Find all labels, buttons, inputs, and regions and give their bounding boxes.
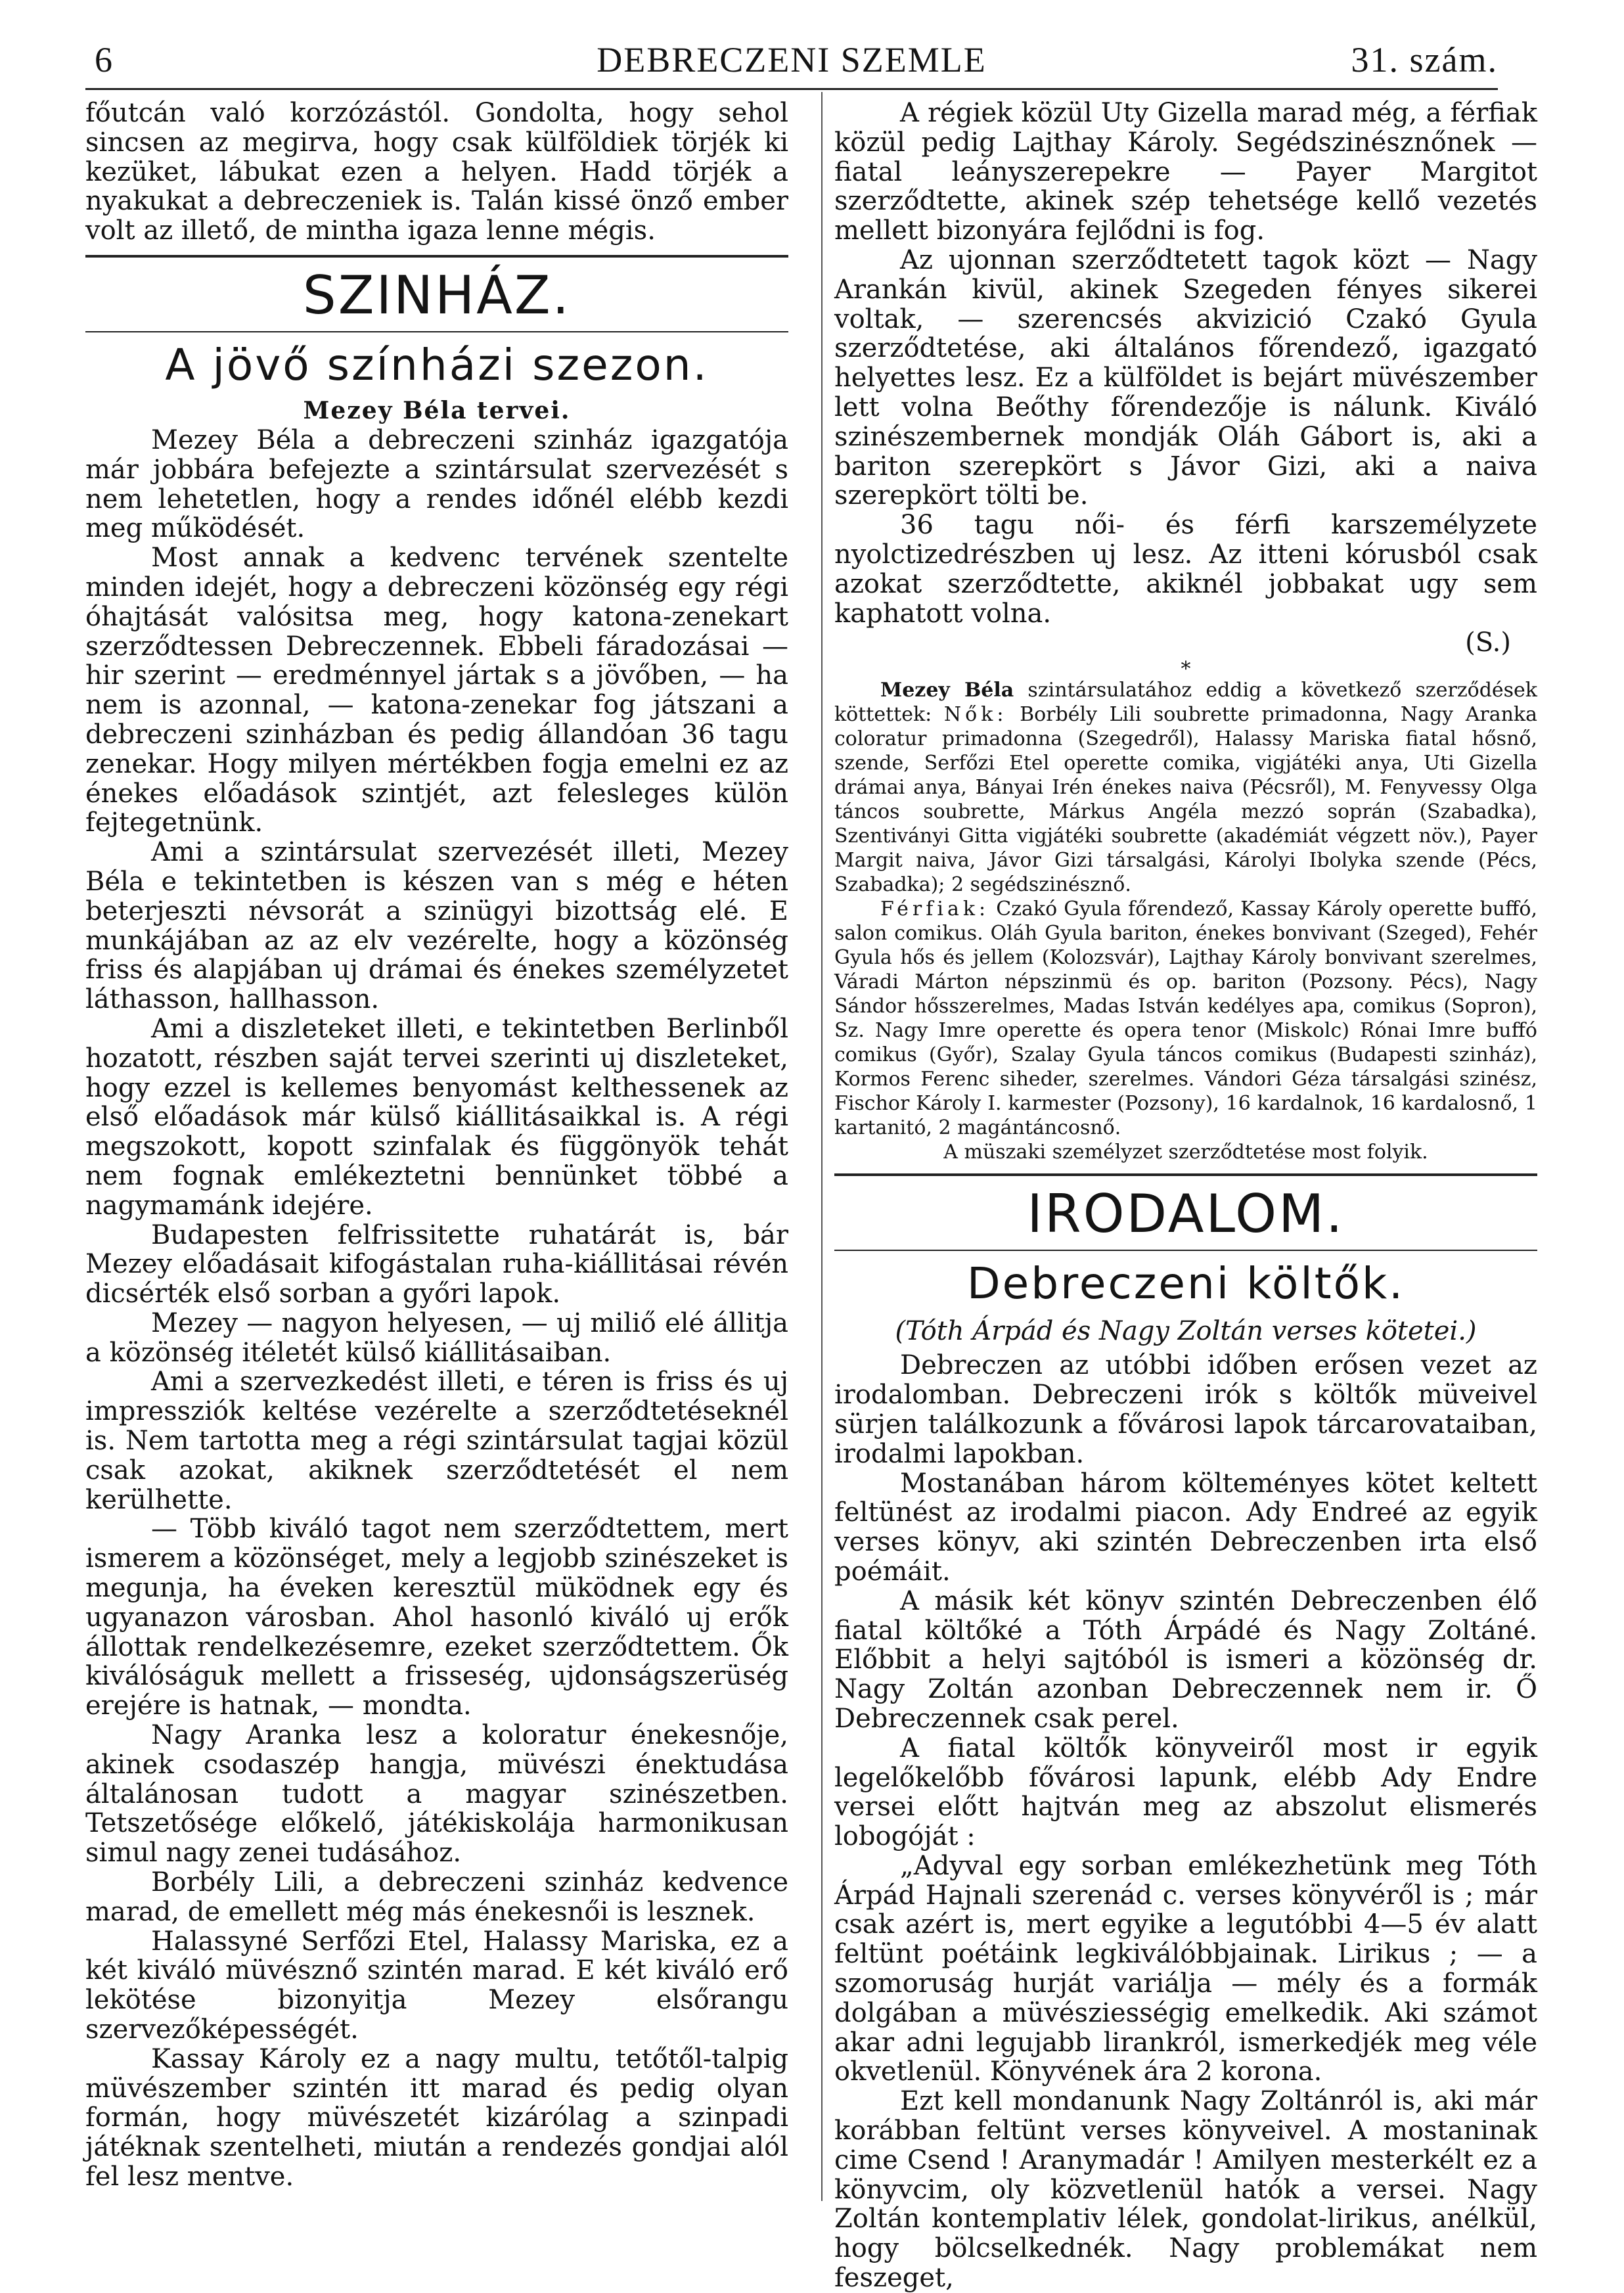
section-rule-thin [85,331,788,332]
author-signature: (S.) [1465,627,1511,658]
intro-paragraph: főutcán való korzózástól. Gondolta, hogy sehol sincsen az megirva, hogy csak külföldiek törjék ki kezüket, lábukat ezen a helyen. Hadd törjék a nyakukat a debreczeniek is. Talán kissé önző ember volt az illető, de mintha igaza lenne mégis. [85,98,788,246]
men-list: Czakó Gyula főrendező, Kassay Károly operette buffó, salon comikus. Oláh Gyula bariton, énekes bonvivant (Szeged), Fehér Gyula hős és jellem (Kolozsvár), Lajthay Károly bonvivant szerelmes, Váradi Márton népszinmü és op. bariton (Pozsony. Pécs), Nagy Sándor hősszerelmes, Madas István kedélyes apa, comikus (Sopron), Sz. Nagy Imre operette és opera tenor (Miskolc) Rónai Imre buffó comikus (Győr), Szalay Gyula táncos comikus (Budapesti szinház), Kormos Ferenc siheder, szerelmes. Vándori Géza társalgási szinész, Fischor Károly I. karmester (Pozsony), 16 kardalnok, 16 kardalosnő, 1 kartanitó, 2 magántáncosnő. [834,897,1537,1140]
paragraph: Debreczen az utóbbi időben erősen vezet az irodalomban. Debreczeni irók s költők müveivel sürjen találkozunk a fővárosi lapok tárcarovataiban, irodalmi lapokban. [834,1350,1537,1469]
men-label: Férfiak: [880,897,990,921]
paragraph: Halassyné Serfőzi Etel, Halassy Mariska, ez a két kiváló müvésznő szintén marad. E két kiváló erő lekötése bizonyitja Mezey elsőrangu szervezőképességét. [85,1926,788,2045]
paragraph: Borbély Lili, a debreczeni szinház kedvence marad, de emellett még más énekesnői is lesznek. [85,1867,788,1927]
section-title-theater: SZINHÁZ. [302,264,572,326]
article-title-season: A jövő színházi szezon. [165,339,709,390]
paragraph: Ami a diszleteket illeti, e tekintetben Berlinből hozatott, részben saját tervei szerinti uj diszleteket, hogy ezzel is kellemes benyomást kelthessenek az első előadások már külső kiállitásaikkal is. A régi megszokott, kopott szinfalak és függönyök tehát nem fognak emlékeztetni bennünket többé a nagymamánk idejére. [85,1013,788,1221]
article-subheading: Mezey Béla tervei. [303,396,571,424]
publication-title: DEBRECZENI SZEMLE [597,40,987,79]
paragraph: A fiatal költők könyveiről most ir egyik legelőkelőbb fővárosi lapunk, elébb Ady Endre versei előtt hajtván meg az abszolut elismerés lobogóját : [834,1733,1537,1852]
paragraph: Ami a szervezkedést illeti, e téren is friss és uj impressziók keltése vezérelte a szerződtetéseknél is. Nem tartotta meg a régi szintársulat tagjai közül csak azokat, akiknek szerződtetését el nem kerülhette. [85,1367,788,1515]
paragraph: „Adyval egy sorban emlékezhetünk meg Tóth Árpád Hajnali szerenád c. verses könyvéről is ; már csak azért is, mert egyike a legutóbbi 4—5 év alatt feltünt poétáink legkiválóbbjainak. Lirikus ; — a szomoruság hurját variálja — mély és a formák dolgában a müvésziességig emelkedik. Aki számot akar adni legujabb lirankról, ismerkedjék meg véle okvetlenül. Könyvének ára 2 korona. [834,1850,1537,2087]
separator-asterisk: * [1181,658,1191,681]
paragraph: Most annak a kedvenc tervének szentelte minden idejét, hogy a debreczeni közönség egy régi óhajtását valósitsa meg, hogy katona-zenekart szerződtessen Debreczennek. Ebbeli fáradozásai — hir szerint — eredménnyel jártak s a jövőben, — ha nem is azonnal, — katona-zenekar fog játszani a debreczeni szinházban és pedig állandóan 36 tagu zenekar. Hogy milyen mértékben fogja emelni ez az énekes előadások szintjét, azt felesleges külön fejtegetnünk. [85,543,788,838]
roster-outro: A müszaki személyzet szerződtetése most folyik. [943,1141,1428,1164]
paragraph: Az ujonnan szerződtetett tagok közt — Nagy Arankán kivül, akinek Szegeden fényes sikerei voltak, — szerencsés akvizició Czakó Gyula szerződtetése, aki általános főrendező, igazgató helyettes lesz. Ez a külföldet is bejárt müvészember lett volna Beőthy főrendezője is nálunk. Kiváló szinészembernek mondják Oláh Gábort is, aki a bariton szerepkört s Jávor Gizi, aki a naiva szerepkört tölti be. [834,244,1537,511]
roster-intro: Mezey Béla szintársulatához eddig a következő szerződések köttettek: Nők: Borbély Lili soubrette primadonna, Nagy Aranka coloratur primadonna (Szegedről), Halassy Mariska fiatal hősnő, szende, Serfőzi Etel operette comika, vigjátéki anya, Uti Gizella drámai anya, Bányai Irén énekes naiva (Pécsről), M. Fenyvessy Olga táncos soubrette, Márkus Angéla mezzó soprán (Szabadka), Szentiványi Gitta vigjátéki soubrette (akadémiát végzett növ.), Payer Margit naiva, Jávor Gizi társalgási, Károlyi Ibolyka szende (Pécs, Szabadka); 2 segédszinésznő. [834,679,1537,897]
article-subheading: (Tóth Árpád és Nagy Zoltán verses kötetei.) [895,1316,1477,1347]
page-number: 6 [95,40,114,79]
cast-roster [834,678,1537,1164]
left-column [85,99,788,2192]
section-rule [834,1173,1537,1176]
paragraph: Mezey Béla a debreczeni szinház igazgatója már jobbára befejezte a szintársulat szervezését s nem lehetetlen, hogy a rendes időnél elébb kezdi meg működését. [85,424,788,544]
paragraph: Mezey — nagyon helyesen, — uj miliő elé állitja a közönség itéletét külső kiállitásaiban. [85,1307,788,1368]
issue-number: 31. szám. [1351,40,1498,79]
section-rule-thin [834,1250,1537,1251]
men-roster [834,897,1537,1140]
section-title-literature: IRODALOM. [1027,1183,1345,1245]
paragraph: Ezt kell mondanunk Nagy Zoltánról is, aki már korábban feltünt verses könyveivel. A mostaninak cime Csend ! Aranymadár ! Amilyen mesterkélt ez a könyvcim, oly közvetlenül hatók a versei. Nagy Zoltán kontemplativ lélek, gondolat-lirikus, anélkül, hogy bölcselkednék. Nagy problemákat nem feszeget, [834,2086,1537,2293]
women-list: Borbély Lili soubrette primadonna, Nagy Aranka coloratur primadonna (Szegedről), Halassy Mariska fiatal hősnő, szende, Serfőzi Etel operette comika, vigjátéki anya, Uti Gizella drámai anya, Bányai Irén énekes naiva (Pécsről), M. Fenyvessy Olga táncos soubrette, Márkus Angéla mezzó soprán (Szabadka), Szentiványi Gitta vigjátéki soubrette (akadémiát végzett növ.), Payer Margit naiva, Jávor Gizi társalgási, Károlyi Ibolyka szende (Pécs, Szabadka); 2 segédszinésznő. [834,703,1537,897]
section-rule [85,255,788,258]
right-column [834,99,1537,2293]
paragraph: Ami a szintársulat szervezését illeti, Mezey Béla e tekintetben is készen van s még e héten beterjeszti névsorát a szinügyi bizottság elé. E munkájában az az elv vezérelte, hogy a közönség friss és alapjában uj drámai és énekes személyzetet láthasson, hallhasson. [85,837,788,1015]
paragraph: Budapesten felfrissitette ruhatárát is, bár Mezey előadásait kifogástalan ruha-kiállitásai révén dicsérték első sorban a győri lapok. [85,1219,788,1309]
paragraph: 36 tagu női- és férfi karszemélyzete nyolctizedrészben uj lesz. Az itteni kórusból csak azokat szerződtette, akiknél jobbakat ugy sem kaphatott volna. [834,510,1537,629]
column-divider [821,92,823,2201]
roster-lead: Mezey Béla [880,679,1014,702]
page-header [85,25,1498,90]
women-label: Nők: [943,703,1008,727]
article-title-poets: Debreczeni költők. [966,1258,1405,1309]
paragraph: Nagy Aranka lesz a koloratur énekesnője, akinek csodaszép hangja, müvészi énektudása általánosan tudott a magyar szinészetben. Tetszetősége előkelő, játékiskolája harmonikusan simul nagy zenei tudásához. [85,1720,788,1869]
paragraph: A másik két könyv szintén Debreczenben élő fiatal költőké a Tóth Árpádé és Nagy Zoltáné. Előbbit a helyi sajtóból is ismeri a közönség dr. Nagy Zoltán azonban Debreczennek nem ir. Ő Debreczennek csak perel. [834,1585,1537,1734]
paragraph: — Több kiváló tagot nem szerződtettem, mert ismerem a közönséget, mely a legjobb szinészeket is megunja, ha éveken keresztül müködnek egy és ugyanazon városban. Ahol hasonló kiváló uj erők állottak rendelkezésemre, ezeket szerződtettem. Ők kiválóságuk mellett a frisseség, ujdonságszerüség erejére is hatnak, — mondta. [85,1514,788,1721]
paragraph: Kassay Károly ez a nagy multu, tetőtől-talpig müvészember szintén itt marad és pedig olyan formán, hogy müvészetét kizárólag a szinpadi játéknak szentelheti, miután a rendezés gondjai alól fel lesz mentve. [85,2043,788,2192]
paragraph: Mostanában három költeményes kötet keltett feltünést az irodalmi piacon. Ady Endreé az egyik verses könyv, aki szintén Debreczenben irta első poémáit. [834,1468,1537,1587]
paragraph: A régiek közül Uty Gizella marad még, a férfiak közül pedig Lajthay Károly. Segédszinésznőnek — fiatal leányszerepekre — Payer Margitot szerződtette, akinek szép tehetsége kellő vezetés mellett bizonyára fejlődni is fog. [834,98,1537,246]
